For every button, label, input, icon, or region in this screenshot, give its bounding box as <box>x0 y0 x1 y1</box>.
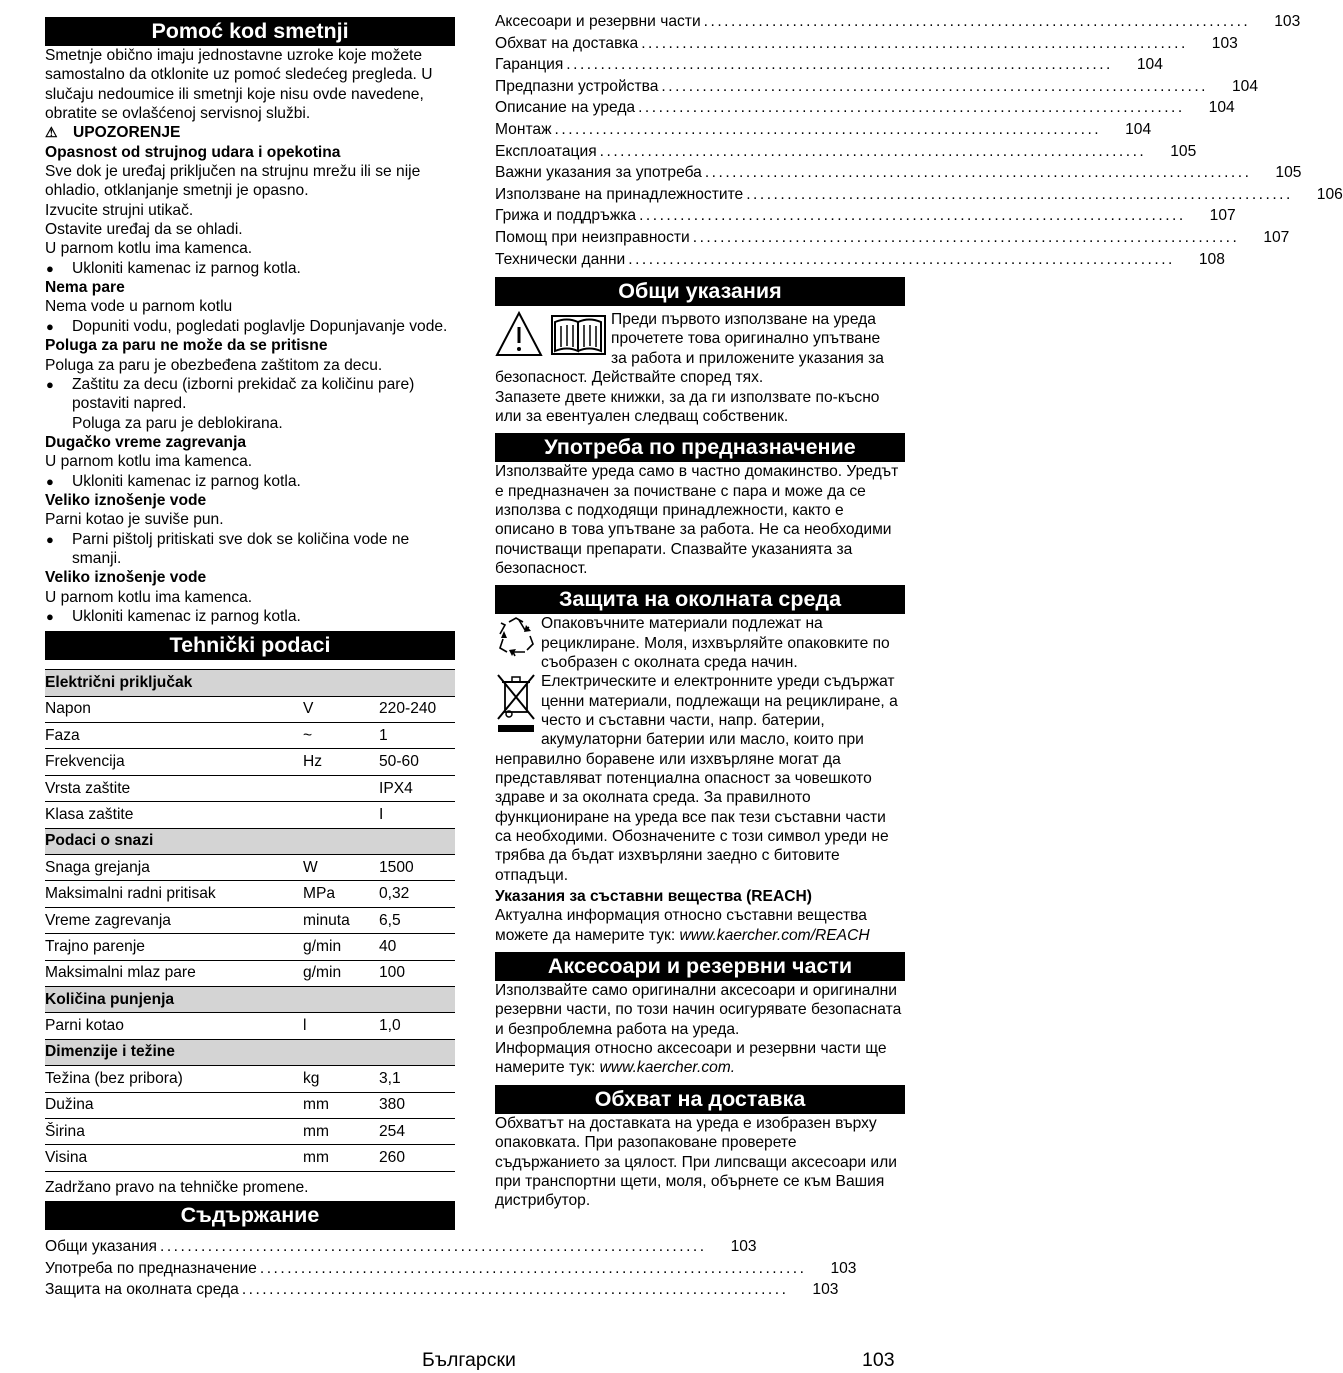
row-label: Parni kotao <box>45 1013 303 1039</box>
toc-entry-page: 104 <box>1231 77 1259 95</box>
reach-text-body: Актуална информация относно съставни вещества можете да намерите тук: <box>495 907 867 944</box>
cause-text: U parnom kotlu ima kamenca. <box>45 588 253 606</box>
fault-heading: Veliko iznošenje vode <box>45 491 207 509</box>
table-row <box>45 855 455 881</box>
fault-heading: Veliko iznošenje vode <box>45 569 207 587</box>
toc-entry-page: 104 <box>1125 120 1152 138</box>
toc-entry[interactable] <box>45 1279 839 1301</box>
toc-entry-page: 103 <box>812 1281 839 1299</box>
weee-text: Електрическите и електронните уреди съдържат ценни материали, подлежащи на рециклиране, а често и съставни части, напр. батерии, акумулаторни батерии или масло, които при неправилно боравене или изхвърляне могат да представляват потенциална опасност за човешкото здраве и за околната среда. За правилното функциониране на уреда все пак тези съставни части са необходими. Обозначените с този символ уреди не трябва да бъдат изхвърляни заедно с битовите отпадъци. <box>495 673 898 884</box>
row-value: 1 <box>379 723 455 749</box>
general-text-line: безопасност. Действайте според тях. <box>495 369 764 387</box>
remedy-bullet: ● Ukloniti kamenac iz parnog kotla. <box>45 472 455 491</box>
section-title-intended-use: Употреба по предназначение <box>495 433 905 462</box>
general-text-line: Преди първото използване на уреда <box>611 311 876 329</box>
toc-entry-title: Експлоатация <box>495 142 597 160</box>
remedy-bullet: ● Ukloniti kamenac iz parnog kotla. <box>45 607 455 626</box>
toc-entry[interactable] <box>495 11 1301 33</box>
remedy-bullet: ● Ukloniti kamenac iz parnog kotla. <box>45 259 455 278</box>
toc-entry[interactable] <box>495 141 1197 163</box>
remedy-bullet: ● Parni pištolj pritiskati sve dok se količina vode ne smanji. <box>45 530 455 569</box>
step-text: Ostavite uređaj da se ohladi. <box>45 221 243 239</box>
toc-leader-dots: ................................................................................ <box>661 77 1209 95</box>
warning-line <box>45 123 455 142</box>
toc-entry-page: 107 <box>1263 228 1290 246</box>
row-value: 3,1 <box>379 1066 455 1092</box>
row-label: Visina <box>45 1145 303 1171</box>
toc-leader-dots: ................................................................................ <box>639 207 1186 225</box>
table-section-row <box>45 828 455 854</box>
toc-entry-title: Аксесоари и резервни части <box>495 13 701 30</box>
fault-heading: Poluga za paru ne može da se pritisne <box>45 337 328 355</box>
toc-entry[interactable] <box>495 205 1236 227</box>
row-unit: V <box>303 696 379 722</box>
toc-entry-title: Употреба по предназначение <box>45 1259 257 1277</box>
reach-title: Указания за съставни вещества (REACH) <box>495 888 812 906</box>
section-title-contents: Съдържание <box>45 1201 455 1230</box>
row-value: 254 <box>379 1118 455 1144</box>
section-label: Dimenzije i težine <box>45 1039 455 1065</box>
reach-text <box>495 906 905 945</box>
row-value: 0,32 <box>379 881 455 907</box>
recycling-icon <box>495 614 537 660</box>
cause-text: Nema vode u parnom kotlu <box>45 298 233 316</box>
section-title-accessories: Аксесоари и резервни части <box>495 952 905 981</box>
row-unit: mm <box>303 1118 379 1144</box>
toc-entry-title: Обхват на доставка <box>495 34 639 52</box>
row-label: Napon <box>45 696 303 722</box>
table-section-row <box>45 670 455 696</box>
row-value: 100 <box>379 960 455 986</box>
toc-entry-title: Технически данни <box>495 250 626 268</box>
toc-entry-page: 108 <box>1198 250 1225 268</box>
toc-entry-page: 103 <box>1211 34 1238 52</box>
result-text: Poluga za paru je deblokirana. <box>72 414 283 432</box>
toc-entry[interactable] <box>495 227 1290 249</box>
toc-entry-page: 104 <box>1208 99 1235 117</box>
row-unit: minuta <box>303 907 379 933</box>
danger-text: Sve dok je uređaj priključen na strujnu mrežu ili se nije ohladio, otklanjanje smetnji je opasno. <box>45 163 421 200</box>
warning-manual-icon <box>495 310 607 358</box>
warning-triangle-icon: ⚠ <box>45 124 58 141</box>
row-label: Maksimalni radni pritisak <box>45 881 303 907</box>
recycle-icon-wrap <box>495 614 537 665</box>
toc-entry[interactable] <box>495 76 1259 98</box>
toc-entry-page: 105 <box>1170 142 1197 160</box>
row-value: IPX4 <box>379 775 455 801</box>
toc-entry-page: 105 <box>1275 164 1302 182</box>
crossed-bin-icon <box>495 672 537 734</box>
row-unit: g/min <box>303 934 379 960</box>
toc-entry-title: Защита на околната среда <box>45 1281 239 1299</box>
toc-entry-page: 107 <box>1209 207 1236 225</box>
step-text: Izvucite strujni utikač. <box>45 201 194 219</box>
danger-title: Opasnost od strujnog udara i opekotina <box>45 143 341 161</box>
toc-entry[interactable] <box>495 162 1302 184</box>
toc-entry-title: Предпазни устройства <box>495 77 659 95</box>
table-row <box>45 960 455 986</box>
row-label: Faza <box>45 723 303 749</box>
toc-entry[interactable] <box>495 184 1343 206</box>
weee-block <box>495 672 905 885</box>
packaging-block <box>495 614 905 672</box>
section-title-environment: Защита на околната среда <box>495 585 905 614</box>
row-label: Vreme zagrevanja <box>45 907 303 933</box>
row-label: Širina <box>45 1118 303 1144</box>
table-row <box>45 775 455 801</box>
row-unit: W <box>303 855 379 881</box>
toc-entry[interactable] <box>495 249 1225 271</box>
row-value: 260 <box>379 1145 455 1171</box>
row-unit <box>303 775 379 801</box>
toc-entry-title: Помощ при неизправности <box>495 228 690 246</box>
toc-entry-title: Грижа и поддръжка <box>495 207 637 225</box>
accessories-text: Използвайте само оригинални аксесоари и оригинални резервни части, по този начин осигурявате безопасната и безпроблемна работа на уреда. <box>495 982 902 1038</box>
scope-text: Обхватът на доставката на уреда е изобразен върху опаковката. При разопаковане проверете съдържанието за цялост. При липсващи аксесоари или при транспортни щети, моля, обърнете се към Вашия дистрибутор. <box>495 1114 897 1210</box>
row-value: 40 <box>379 934 455 960</box>
row-unit: mm <box>303 1145 379 1171</box>
row-label: Vrsta zaštite <box>45 775 303 801</box>
row-value: 6,5 <box>379 907 455 933</box>
row-label: Klasa zaštite <box>45 802 303 828</box>
row-unit: MPa <box>303 881 379 907</box>
row-value: 220-240 <box>379 696 455 722</box>
table-row <box>45 1118 455 1144</box>
row-unit: ~ <box>303 723 379 749</box>
fault-heading: Nema pare <box>45 279 125 297</box>
toc-entry-page: 104 <box>1136 56 1163 74</box>
table-row <box>45 1066 455 1092</box>
toc-entry[interactable] <box>495 54 1163 76</box>
section-title-scope-of-delivery: Обхват на доставка <box>495 1085 905 1114</box>
toc-entry-page: 103 <box>1274 13 1301 30</box>
accessories-info <box>495 1039 905 1078</box>
toc-entry-title: Важни указания за употреба <box>495 164 702 182</box>
toc-entry[interactable] <box>495 97 1235 119</box>
toc-entry-title: Монтаж <box>495 120 552 138</box>
toc-entry[interactable] <box>495 33 1238 55</box>
table-row <box>45 723 455 749</box>
row-label: Maksimalni mlaz pare <box>45 960 303 986</box>
general-text-line: прочетете това оригинално упътване <box>611 330 881 348</box>
section-label: Električni priključak <box>45 670 455 696</box>
row-unit: Hz <box>303 749 379 775</box>
toc-entry-page: 103 <box>830 1259 857 1277</box>
warning-label: UPOZORENJE <box>73 124 181 142</box>
general-block <box>495 310 905 426</box>
table-row <box>45 934 455 960</box>
toc-leader-dots: ................................................................................ <box>746 185 1293 203</box>
toc-leader-dots: ................................................................................ <box>159 1238 707 1256</box>
intro-text: Smetnje obično imaju jednostavne uzroke koje možete samostalno da otklonite uz pomoć sledećeg pregleda. U slučaju nedoumice ili smetnji koje nisu ovde navedene, obratite se ovlašćenoj servisnoj službi. <box>45 47 433 123</box>
table-row <box>45 1145 455 1171</box>
right-column <box>495 13 1343 1211</box>
toc-leader-dots: ................................................................................ <box>599 142 1147 160</box>
section-title-technical-data: Tehnički podaci <box>45 631 455 660</box>
row-value: 1,0 <box>379 1013 455 1039</box>
toc-leader-dots: ................................................................................ <box>554 120 1102 138</box>
section-label: Podaci o snazi <box>45 828 455 854</box>
weee-icon-wrap <box>495 672 537 739</box>
table-row <box>45 802 455 828</box>
accessories-info-body: Информация относно аксесоари и резервни части ще намерите тук: <box>495 1040 887 1077</box>
remedy-bullet: ● Zaštitu za decu (izborni prekidač za količinu pare) postaviti napred. <box>45 375 455 414</box>
row-label: Težina (bez pribora) <box>45 1066 303 1092</box>
accessories-link[interactable]: www.kaercher.com. <box>599 1059 736 1077</box>
row-label: Dužina <box>45 1092 303 1118</box>
toc-entry-title: Описание на уреда <box>495 99 636 117</box>
contents-list-left <box>45 1236 857 1301</box>
row-label: Frekvencija <box>45 749 303 775</box>
toc-leader-dots: ................................................................................ <box>566 56 1113 74</box>
toc-entry[interactable] <box>45 1258 857 1280</box>
toc-entry-title: Общи указания <box>45 1238 157 1256</box>
general-text-2: Запазете двете книжки, за да ги използвате по-късно или за евентуален следващ собственик. <box>495 388 880 425</box>
packaging-text: Опаковъчните материали подлежат на рециклиране. Моля, изхвърляйте опаковките по съобразен с околната среда начин. <box>541 615 890 671</box>
row-unit <box>303 802 379 828</box>
toc-entry-page: 103 <box>730 1238 757 1256</box>
reach-link[interactable]: www.kaercher.com/REACH <box>679 926 870 944</box>
toc-entry-page: 106 <box>1316 185 1343 203</box>
row-unit: l <box>303 1013 379 1039</box>
toc-entry[interactable] <box>495 119 1152 141</box>
toc-entry-title: Използване на принадлежностите <box>495 185 744 203</box>
section-title-troubleshooting: Pomoć kod smetnji <box>45 17 455 46</box>
toc-entry[interactable] <box>45 1236 757 1258</box>
cause-text: U parnom kotlu ima kamenca. <box>45 453 253 471</box>
table-section-row <box>45 987 455 1013</box>
toc-leader-dots: ................................................................................ <box>704 164 1252 182</box>
cause-text: Parni kotao je suviše pun. <box>45 511 224 529</box>
general-icons <box>495 310 607 363</box>
toc-leader-dots: ................................................................................ <box>641 34 1188 52</box>
row-value: 50-60 <box>379 749 455 775</box>
row-unit: g/min <box>303 960 379 986</box>
toc-leader-dots: ................................................................................ <box>638 99 1185 117</box>
technical-data-table <box>45 669 455 1171</box>
remedy-bullet: ● Dopuniti vodu, pogledati poglavlje Dopunjavanje vode. <box>45 317 455 336</box>
footer-language: Български <box>422 1349 516 1371</box>
footer-page-number: 103 <box>862 1349 895 1371</box>
table-row <box>45 749 455 775</box>
section-title-general: Общи указания <box>495 277 905 306</box>
table-row <box>45 696 455 722</box>
fault-heading: Dugačko vreme zagrevanja <box>45 433 247 451</box>
row-label: Snaga grejanja <box>45 855 303 881</box>
row-value: I <box>379 802 455 828</box>
table-row <box>45 907 455 933</box>
cause-text: U parnom kotlu ima kamenca. <box>45 240 253 258</box>
general-text-line: за работа и приложените указания за <box>611 349 884 367</box>
row-label: Trajno parenje <box>45 934 303 960</box>
row-value: 1500 <box>379 855 455 881</box>
row-unit: mm <box>303 1092 379 1118</box>
technical-note: Zadržano pravo na tehničke promene. <box>45 1178 309 1196</box>
cause-text: Poluga za paru je obezbeđena zaštitom za decu. <box>45 356 383 374</box>
intended-use-text: Използвайте уреда само в частно домакинство. Уредът е предназначен за почистване с пара и може да се използва с подходящи принадлежности, както е описано в това упътване за работа. Не са необходими почистващи препарати. Спазвайте указанията за безопасност. <box>495 463 899 577</box>
row-unit: kg <box>303 1066 379 1092</box>
table-section-row <box>45 1039 455 1065</box>
table-row <box>45 1092 455 1118</box>
toc-leader-dots: ................................................................................ <box>259 1259 807 1277</box>
section-label: Količina punjenja <box>45 987 455 1013</box>
toc-leader-dots: ................................................................................ <box>241 1281 789 1299</box>
table-row <box>45 1013 455 1039</box>
table-row <box>45 881 455 907</box>
row-value: 380 <box>379 1092 455 1118</box>
toc-entry-title: Гаранция <box>495 56 564 74</box>
toc-leader-dots: ................................................................................ <box>692 228 1240 246</box>
toc-leader-dots: ................................................................................ <box>628 250 1175 268</box>
contents-list-right <box>495 11 1343 270</box>
toc-leader-dots: ................................................................................ <box>703 13 1251 30</box>
